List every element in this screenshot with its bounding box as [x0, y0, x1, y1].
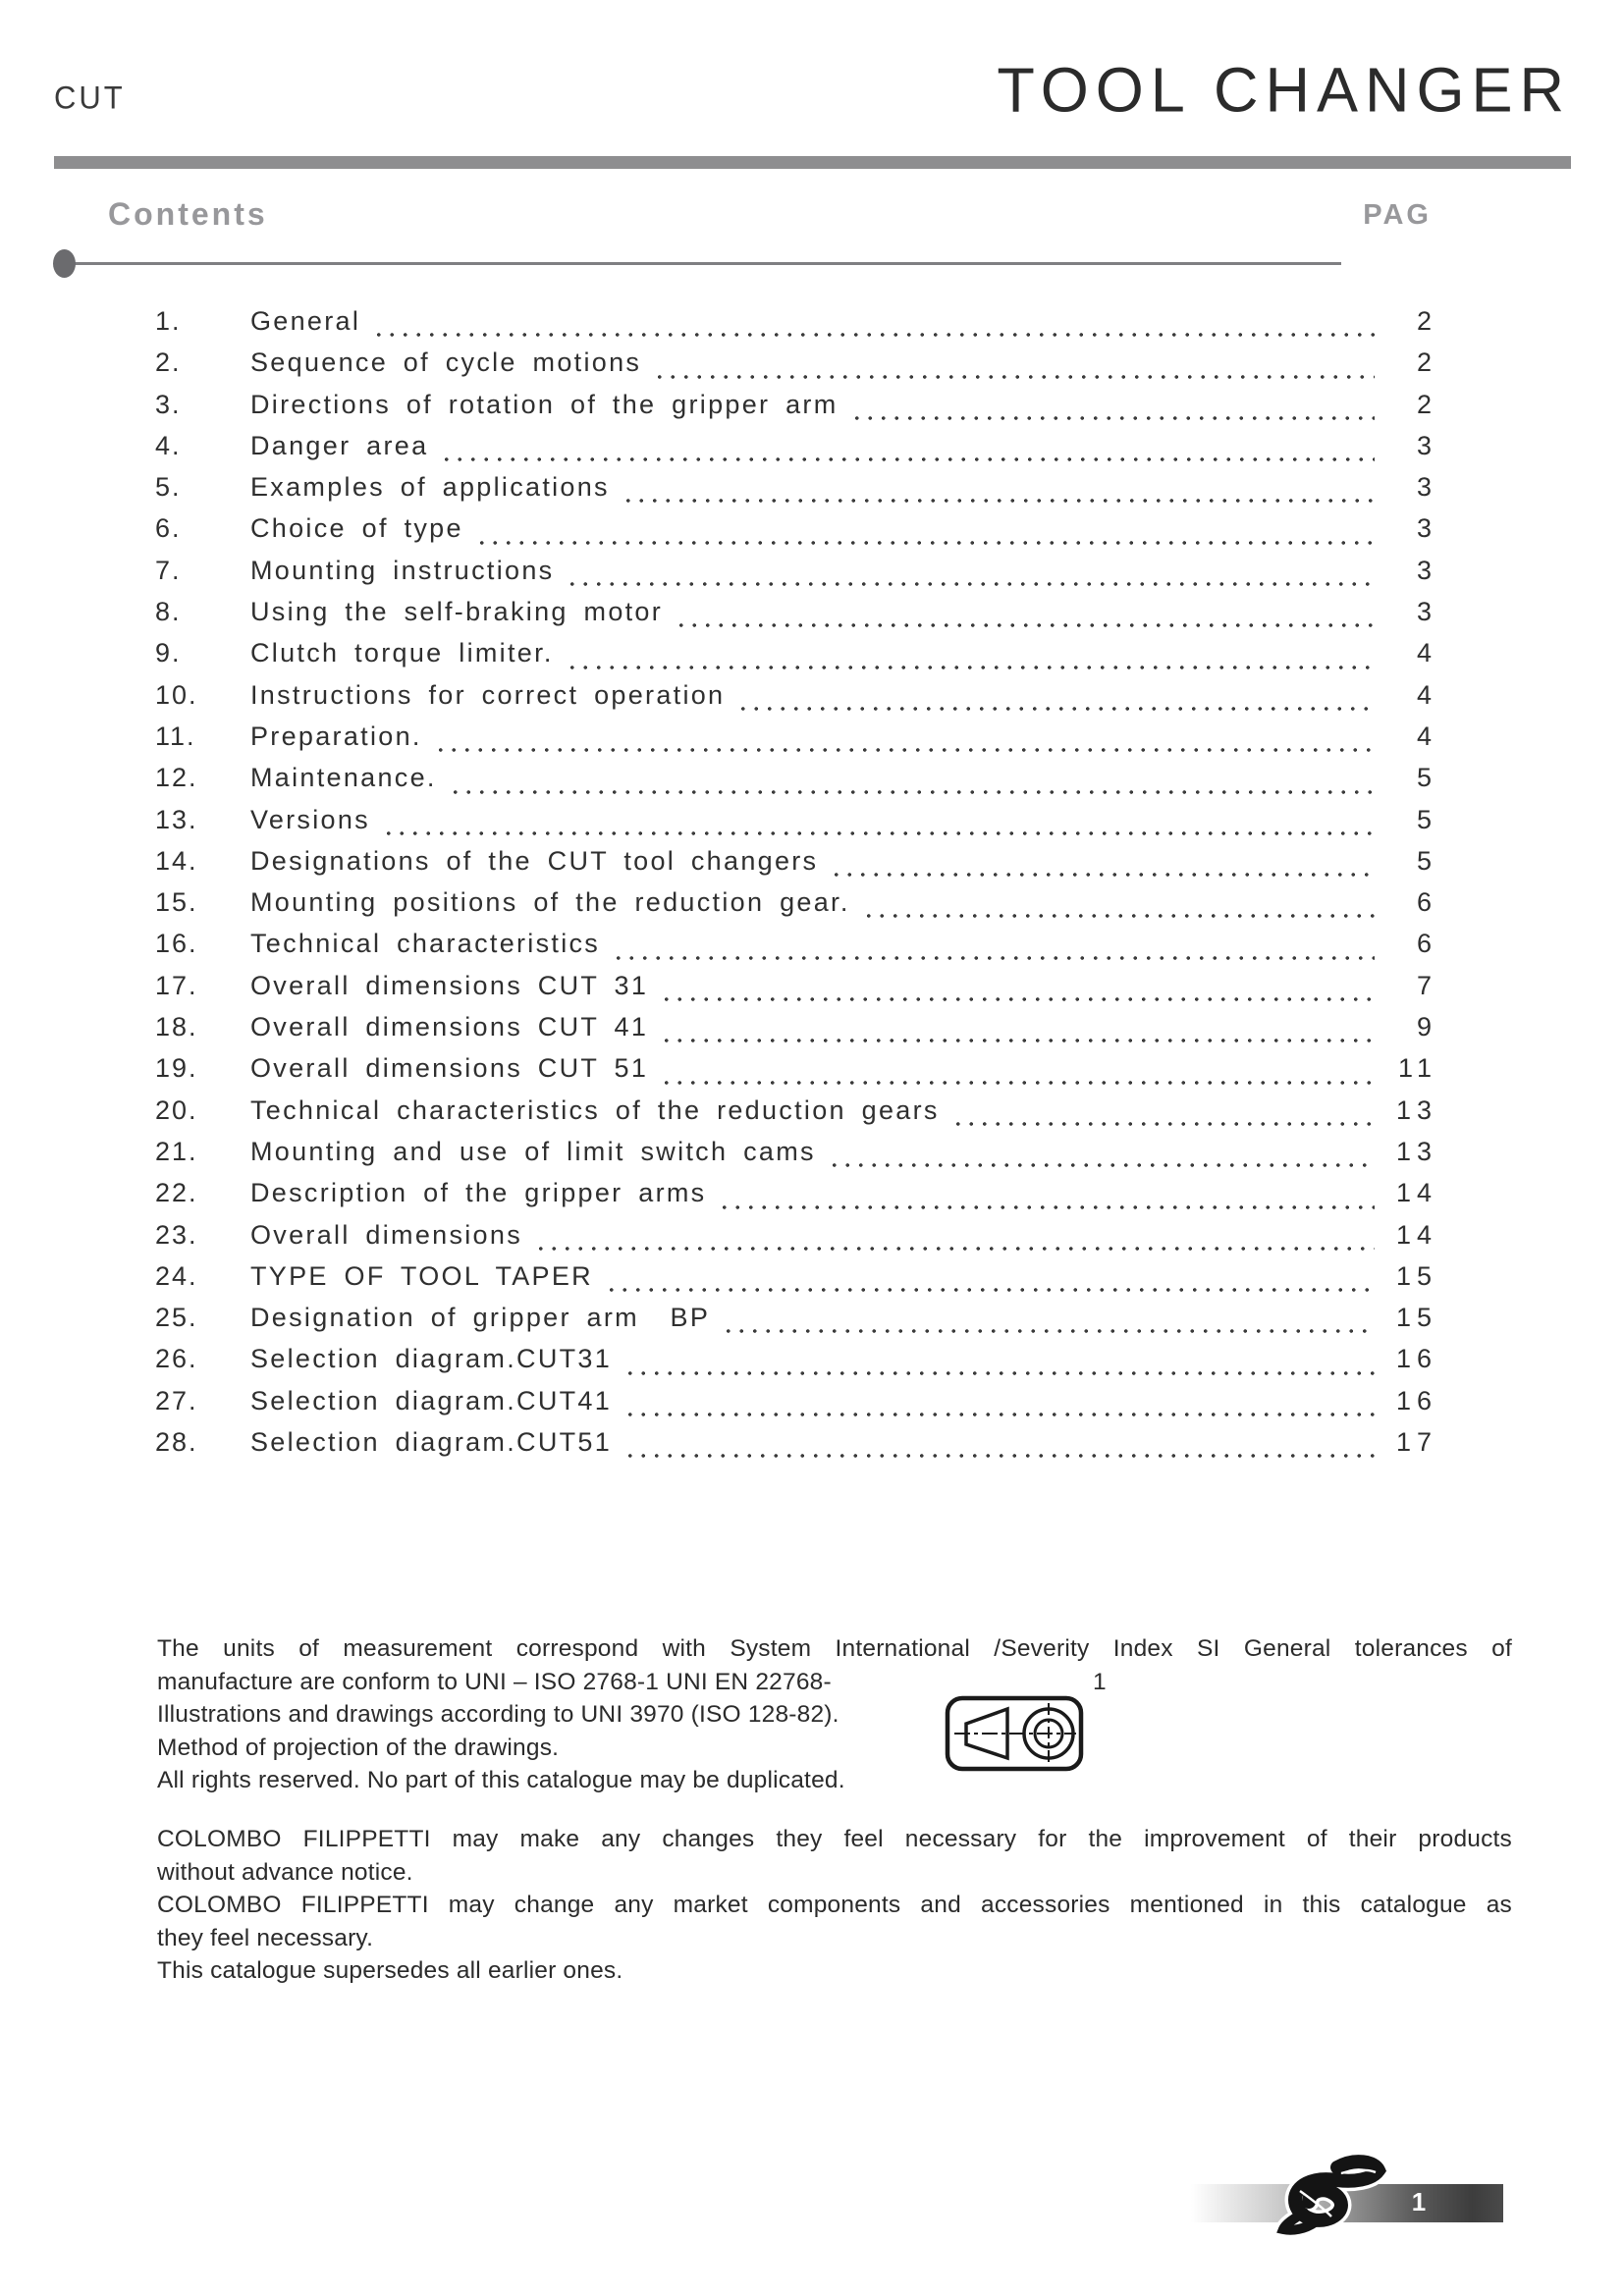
toc-entry-number: 10.	[155, 679, 198, 710]
footer-page-number: 1	[1411, 2187, 1427, 2216]
toc-entry-page: 11	[1397, 1053, 1437, 1084]
toc-entry[interactable]	[155, 929, 1437, 970]
toc-dot-leader	[440, 431, 1375, 472]
toc-dot-leader	[534, 1220, 1375, 1261]
toc-entry-page: 3	[1416, 430, 1437, 460]
note-line: The units of measurement correspond with System International /Severity Index SI General tolerances of	[157, 1635, 1512, 1662]
toc-entry-title: Selection diagram.CUT51	[250, 1427, 613, 1458]
toc-entry[interactable]	[155, 555, 1437, 597]
toc-entry-number: 3.	[155, 389, 182, 419]
toc-entry-page: 3	[1416, 597, 1437, 627]
toc-entry-page: 13	[1395, 1136, 1437, 1166]
toc-entry-title: Mounting instructions	[250, 555, 555, 585]
toc-entry-page: 14	[1395, 1219, 1437, 1250]
toc-entry[interactable]	[155, 721, 1437, 763]
tolerances-note	[157, 1635, 1512, 1800]
toc-entry-page: 16	[1395, 1344, 1437, 1374]
toc-entry-title: Using the self-braking motor	[250, 597, 664, 627]
toc-entry-page: 3	[1416, 555, 1437, 585]
toc-entry-number: 1.	[155, 306, 182, 336]
toc-entry-title: Choice of type	[250, 513, 463, 544]
toc-dot-leader	[736, 680, 1375, 721]
toc-entry-number: 19.	[155, 1053, 198, 1084]
contents-heading: Contents	[108, 196, 268, 232]
toc-entry-number: 18.	[155, 1012, 198, 1042]
contents-underline-dot	[53, 249, 76, 278]
toc-entry-page: 17	[1395, 1427, 1437, 1458]
toc-entry-page: 4	[1416, 721, 1437, 751]
toc-entry-page: 15	[1395, 1303, 1437, 1333]
toc-dot-leader	[653, 347, 1375, 389]
toc-entry-title: Overall dimensions CUT 31	[250, 970, 649, 1000]
toc-entry-title: Instructions for correct operation	[250, 679, 726, 710]
toc-entry-number: 26.	[155, 1344, 198, 1374]
toc-dot-leader	[605, 1261, 1375, 1303]
table-of-contents	[155, 306, 1437, 1468]
toc-entry-title: Clutch torque limiter.	[250, 638, 554, 668]
toc-entry[interactable]	[155, 1053, 1437, 1095]
toc-entry-title: Overall dimensions CUT 41	[250, 1012, 649, 1042]
toc-entry-title: Versions	[250, 804, 370, 834]
toc-dot-leader	[566, 556, 1375, 597]
toc-entry-title: Technical characteristics	[250, 929, 601, 959]
toc-dot-leader	[660, 971, 1375, 1012]
toc-entry[interactable]	[155, 306, 1437, 347]
toc-entry-title: Directions of rotation of the gripper arm	[250, 389, 839, 419]
toc-entry-title: Designations of the CUT tool changers	[250, 845, 819, 876]
toc-entry-page: 2	[1416, 389, 1437, 419]
toc-dot-leader	[612, 929, 1375, 970]
toc-entry-number: 14.	[155, 845, 198, 876]
toc-entry-page: 5	[1416, 804, 1437, 834]
toc-entry-title: Description of the gripper arms	[250, 1178, 707, 1208]
toc-entry-number: 11.	[155, 721, 196, 751]
toc-entry-title: Maintenance.	[250, 763, 437, 793]
toc-dot-leader	[830, 846, 1375, 887]
toc-dot-leader	[951, 1095, 1375, 1137]
toc-dot-leader	[862, 887, 1375, 929]
toc-entry-number: 9.	[155, 638, 182, 668]
first-angle-projection-icon	[945, 1695, 1084, 1772]
header-divider-bar	[54, 156, 1571, 169]
toc-entry-title: Selection diagram.CUT31	[250, 1344, 613, 1374]
page-column-label: PAG	[1363, 199, 1432, 231]
toc-entry[interactable]	[155, 1095, 1437, 1137]
toc-dot-leader	[623, 1427, 1375, 1468]
toc-entry-title: Mounting positions of the reduction gear.	[250, 887, 850, 918]
toc-dot-leader	[828, 1137, 1375, 1178]
toc-entry-title: Preparation.	[250, 721, 422, 751]
toc-dot-leader	[660, 1012, 1375, 1053]
toc-entry-number: 5.	[155, 472, 182, 503]
note-line	[157, 1669, 1512, 1702]
toc-entry[interactable]	[155, 1178, 1437, 1219]
toc-entry-page: 5	[1416, 845, 1437, 876]
toc-dot-leader	[566, 638, 1375, 679]
toc-entry[interactable]	[155, 1219, 1437, 1261]
toc-entry-title: Danger area	[250, 430, 429, 460]
toc-entry-page: 14	[1395, 1178, 1437, 1208]
company-logo	[1272, 2154, 1406, 2236]
company-note	[157, 1826, 1512, 1991]
toc-entry-title: Technical characteristics of the reduction gears	[250, 1095, 940, 1125]
toc-entry[interactable]	[155, 347, 1437, 389]
toc-entry-number: 2.	[155, 347, 182, 378]
toc-entry[interactable]	[155, 679, 1437, 721]
toc-entry-page: 7	[1416, 970, 1437, 1000]
toc-entry[interactable]	[155, 513, 1437, 555]
note-line-tail: 1	[1093, 1668, 1107, 1695]
toc-entry-number: 27.	[155, 1385, 198, 1415]
toc-entry-number: 15.	[155, 887, 198, 918]
toc-entry-title: Overall dimensions	[250, 1219, 522, 1250]
toc-entry[interactable]	[155, 887, 1437, 929]
toc-entry-title: Mounting and use of limit switch cams	[250, 1136, 816, 1166]
toc-entry[interactable]	[155, 1136, 1437, 1178]
toc-entry-number: 4.	[155, 430, 182, 460]
product-code: CUT	[54, 80, 126, 116]
toc-entry[interactable]	[155, 804, 1437, 846]
toc-dot-leader	[623, 1386, 1375, 1427]
toc-entry[interactable]	[155, 472, 1437, 513]
toc-dot-leader	[718, 1178, 1375, 1219]
toc-entry-page: 6	[1416, 887, 1437, 918]
toc-dot-leader	[850, 390, 1375, 431]
note-line: they feel necessary.	[157, 1924, 374, 1951]
page-title: TOOL CHANGER	[997, 55, 1571, 126]
toc-dot-leader	[675, 597, 1375, 638]
toc-entry-number: 22.	[155, 1178, 198, 1208]
toc-entry-number: 12.	[155, 763, 198, 793]
toc-entry[interactable]	[155, 1303, 1437, 1344]
toc-entry-number: 8.	[155, 597, 182, 627]
toc-entry-number: 13.	[155, 804, 198, 834]
toc-entry-number: 6.	[155, 513, 182, 544]
toc-dot-leader	[434, 721, 1375, 763]
toc-dot-leader	[660, 1053, 1375, 1095]
toc-dot-leader	[622, 472, 1375, 513]
toc-entry[interactable]	[155, 1260, 1437, 1303]
note-line: without advance notice.	[157, 1858, 413, 1886]
toc-entry[interactable]	[155, 1344, 1437, 1385]
toc-entry-number: 20.	[155, 1095, 198, 1125]
toc-entry[interactable]	[155, 597, 1437, 638]
toc-dot-leader	[449, 763, 1375, 804]
note-line-text: manufacture are conform to UNI – ISO 2768-1 UNI EN 22768-	[157, 1668, 832, 1695]
note-line: This catalogue supersedes all earlier ones.	[157, 1957, 623, 1985]
toc-entry[interactable]	[155, 638, 1437, 679]
toc-entry-page: 4	[1416, 638, 1437, 668]
toc-entry-title: Examples of applications	[250, 472, 610, 503]
toc-entry[interactable]	[155, 1012, 1437, 1053]
toc-entry-page: 2	[1416, 347, 1437, 378]
toc-entry-title: General	[250, 306, 361, 336]
note-line: COLOMBO FILIPPETTI may make any changes they feel necessary for the improvement of their products	[157, 1826, 1512, 1852]
toc-entry-number: 16.	[155, 929, 198, 959]
toc-entry[interactable]	[155, 430, 1437, 472]
toc-entry-page: 16	[1395, 1385, 1437, 1415]
toc-entry[interactable]	[155, 763, 1437, 804]
toc-entry-number: 24.	[155, 1260, 198, 1291]
toc-entry-number: 28.	[155, 1427, 198, 1458]
toc-dot-leader	[722, 1303, 1375, 1344]
toc-entry-number: 17.	[155, 970, 198, 1000]
toc-entry-page: 9	[1416, 1012, 1437, 1042]
toc-entry-page: 2	[1416, 306, 1437, 336]
note-line: Method of projection of the drawings.	[157, 1734, 560, 1761]
toc-entry-number: 23.	[155, 1219, 198, 1250]
toc-entry-title: Selection diagram.CUT41	[250, 1385, 613, 1415]
note-line: Illustrations and drawings according to UNI 3970 (ISO 128-82).	[157, 1701, 839, 1729]
toc-entry-page: 15	[1395, 1260, 1437, 1291]
toc-dot-leader	[623, 1344, 1375, 1385]
contents-underline	[65, 262, 1341, 265]
toc-entry-page: 13	[1395, 1095, 1437, 1125]
toc-entry-title: Designation of gripper arm BP	[250, 1303, 711, 1333]
toc-dot-leader	[382, 805, 1375, 846]
toc-entry-page: 3	[1416, 513, 1437, 544]
toc-entry-page: 4	[1416, 679, 1437, 710]
toc-entry-title: TYPE OF TOOL TAPER	[250, 1260, 593, 1291]
toc-entry-number: 25.	[155, 1303, 198, 1333]
note-line: All rights reserved. No part of this catalogue may be duplicated.	[157, 1767, 845, 1794]
toc-entry-page: 3	[1416, 472, 1437, 503]
toc-entry[interactable]	[155, 389, 1437, 431]
toc-entry-page: 6	[1416, 929, 1437, 959]
toc-entry[interactable]	[155, 970, 1437, 1012]
toc-entry-title: Overall dimensions CUT 51	[250, 1053, 649, 1084]
toc-entry-number: 21.	[155, 1136, 198, 1166]
toc-dot-leader	[372, 306, 1375, 347]
toc-entry[interactable]	[155, 1427, 1437, 1468]
toc-entry[interactable]	[155, 845, 1437, 887]
note-line: COLOMBO FILIPPETTI may change any market components and accessories mentioned in this catalogue as	[157, 1892, 1512, 1919]
toc-entry-page: 5	[1416, 763, 1437, 793]
toc-entry-title: Sequence of cycle motions	[250, 347, 642, 378]
toc-entry-number: 7.	[155, 555, 182, 585]
toc-dot-leader	[475, 513, 1375, 555]
toc-entry[interactable]	[155, 1385, 1437, 1427]
